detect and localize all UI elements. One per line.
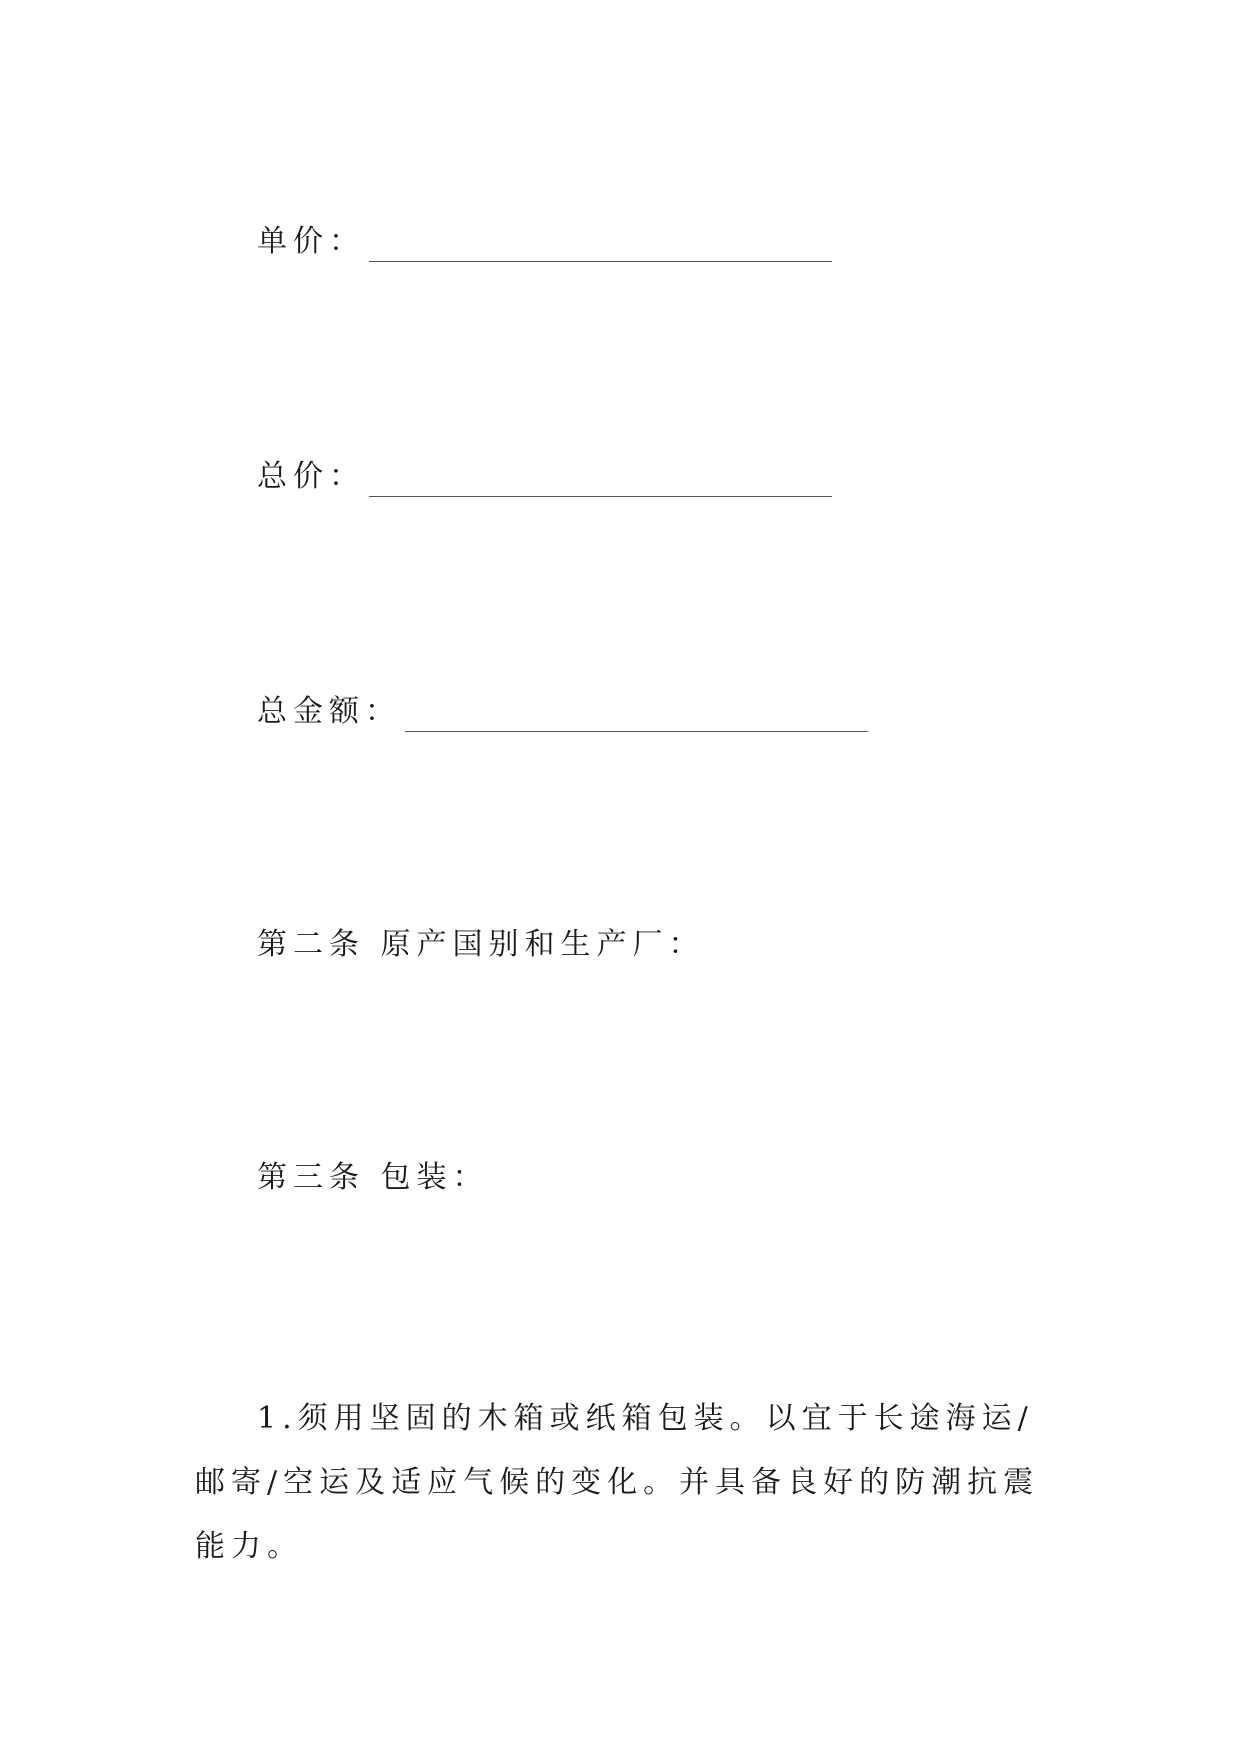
- unit-price-row: [257, 222, 832, 262]
- total-amount-row: [257, 692, 868, 732]
- total-price-blank[interactable]: [369, 464, 832, 497]
- article-3-heading: 第三条 包装：: [257, 1160, 489, 1195]
- total-amount-label: 总金额：: [257, 694, 401, 729]
- total-price-row: [257, 457, 832, 497]
- total-amount-blank[interactable]: [405, 699, 868, 732]
- total-price-label: 总价：: [257, 459, 365, 494]
- unit-price-label: 单价：: [257, 224, 365, 259]
- article-2-heading: 第二条 原产国别和生产厂：: [257, 927, 705, 962]
- packaging-item-1: 1.须用坚固的木箱或纸箱包装。以宜于长途海运/邮寄/空运及适应气候的变化。并具备良好的防潮抗震能力。: [195, 1401, 1040, 1564]
- unit-price-blank[interactable]: [369, 229, 832, 262]
